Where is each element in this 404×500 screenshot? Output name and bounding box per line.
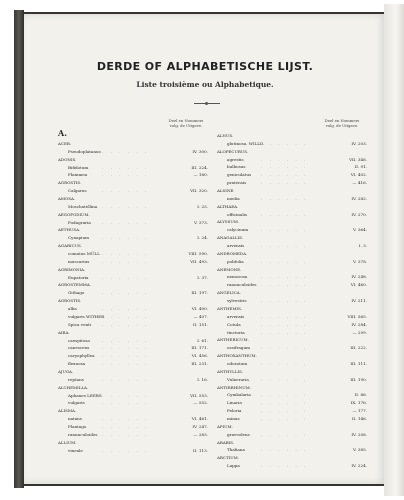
index-genus-row	[58, 368, 208, 375]
species-name: Thaliana	[227, 447, 245, 453]
index-species-row	[217, 391, 367, 398]
index-species-row	[58, 274, 208, 281]
species-name: odoratum	[227, 360, 248, 366]
index-genus-row	[58, 179, 208, 186]
index-species-row	[217, 321, 367, 328]
species-name: Peloria	[227, 408, 242, 414]
dot-leader: . . . . . .	[261, 345, 309, 351]
index-species-row	[217, 179, 367, 186]
dot-leader: . . . . . .	[261, 227, 309, 233]
dot-leader: . . . . . .	[261, 156, 309, 162]
index-genus-row	[58, 156, 208, 163]
volume-number-ref: III. 111.	[350, 360, 367, 366]
dot-leader: . . . . . .	[261, 274, 309, 280]
dot-leader: . . . . . .	[102, 235, 150, 241]
volume-number-ref: III. 197.	[191, 290, 208, 296]
index-species-row	[217, 163, 367, 170]
index-species-row	[58, 305, 208, 312]
species-name: Eupatoria	[68, 274, 89, 280]
volume-number-ref: IV. 203.	[351, 140, 367, 146]
dot-leader: . . . . . .	[261, 431, 309, 437]
volume-number-ref: VII. 320.	[190, 188, 208, 194]
index-species-row	[58, 376, 208, 383]
index-genus-row	[217, 203, 367, 210]
index-species-row	[58, 399, 208, 406]
index-species-row	[58, 392, 208, 399]
species-name: arvensis	[227, 243, 245, 249]
species-name: ossifragum	[227, 345, 251, 351]
index-genus-row	[58, 211, 208, 218]
species-name: ranunculoides	[68, 431, 98, 437]
index-species-row	[217, 399, 367, 406]
dot-leader: . . . . . .	[261, 140, 309, 146]
dot-leader: . . . . . .	[261, 164, 309, 170]
species-name: Cymbalaria	[227, 392, 251, 398]
index-genus-row	[217, 148, 367, 155]
dot-leader: . . . . . .	[102, 337, 150, 343]
dot-leader: . . . . . .	[102, 203, 150, 209]
genus-name: AIRA.	[58, 329, 70, 335]
genus-name: ALNUS.	[217, 133, 234, 138]
index-species-row	[217, 297, 367, 304]
genus-name: ANGELICA.	[217, 290, 241, 296]
volume-number-ref: IV. 282.	[351, 195, 367, 201]
dot-leader: . . . . . .	[261, 415, 309, 421]
genus-name: ALOPECURUS.	[217, 148, 249, 154]
dot-leader: . . . . . .	[261, 400, 309, 406]
dot-leader: . . . . . .	[261, 321, 309, 327]
volume-number-ref: IV. 300.	[192, 148, 208, 154]
species-name: alba	[68, 306, 77, 312]
page-subtitle: Liste troisième ou Alphabetique.	[136, 80, 274, 89]
volume-number-ref: — 407.	[193, 313, 208, 319]
species-name: Calgarus	[68, 188, 87, 194]
genus-name: ALISMA.	[58, 408, 77, 414]
volume-number-ref: III. 224.	[191, 164, 208, 170]
index-species-row	[217, 281, 367, 288]
species-name: Linaria	[227, 400, 242, 406]
index-genus-row	[217, 352, 367, 359]
genus-name: AJUGA.	[58, 368, 74, 374]
dot-leader: . . . . . .	[102, 400, 150, 406]
index-species-row	[217, 407, 367, 414]
page-title: DERDE OF ALPHABETISCHE LIJST.	[96, 60, 314, 73]
volume-number-ref: IV. 270.	[351, 211, 367, 217]
species-name: caryophyllea	[68, 353, 95, 359]
volume-number-ref: II. 91.	[354, 164, 367, 170]
index-genus-row	[58, 195, 208, 202]
genus-name: ANTHOXANTHUM.	[217, 353, 257, 359]
genus-name: ARABIS.	[217, 439, 235, 445]
index-species-row	[217, 329, 367, 336]
volume-number-ref: I. 3.	[358, 243, 367, 249]
volume-number-ref: VI. 456.	[191, 353, 208, 359]
dot-leader: . . . . . .	[102, 258, 150, 264]
species-name: Moschatellina	[68, 203, 98, 209]
genus-name: AGARICUS.	[58, 243, 82, 249]
index-species-row	[217, 431, 367, 438]
species-name: arvensis	[227, 313, 245, 319]
species-name: Bifidotum	[68, 164, 89, 170]
volume-number-ref: V. 378.	[353, 258, 367, 264]
species-name: minus	[227, 415, 240, 421]
index-species-row	[217, 344, 367, 351]
dot-leader: . . . . . .	[261, 298, 309, 304]
volume-number-ref: V. 385.	[353, 447, 367, 453]
genus-name: ACER.	[58, 141, 72, 146]
index-species-row	[217, 462, 367, 469]
volume-number-ref: VII. 553.	[190, 392, 208, 398]
index-genus-row	[217, 132, 367, 139]
volume-number-ref: IV. 224.	[351, 463, 367, 469]
index-species-row	[217, 156, 367, 163]
dot-leader: . . . . . .	[102, 251, 150, 257]
dot-leader: . . . . . .	[102, 353, 150, 359]
index-species-row	[58, 415, 208, 422]
index-genus-row	[58, 297, 208, 304]
index-genus-row	[217, 289, 367, 296]
index-genus-row	[58, 266, 208, 273]
volume-number-ref: I. 61.	[197, 337, 208, 343]
genus-name: AGROSTIS.	[58, 298, 82, 304]
section-letter: A.	[58, 128, 67, 138]
index-species-row	[58, 258, 208, 265]
index-species-row	[58, 344, 208, 351]
index-species-row	[217, 360, 367, 367]
dot-leader: . . . . . .	[102, 447, 150, 453]
volume-number-ref: V. 373.	[194, 219, 208, 225]
species-name: Plantago	[68, 423, 87, 429]
species-name: natans	[68, 416, 82, 422]
dot-leader: . . . . . .	[261, 463, 309, 469]
index-species-row	[217, 171, 367, 178]
dot-leader: . . . . . .	[102, 376, 150, 382]
dot-leader: . . . . . .	[261, 408, 309, 414]
dot-leader: . . . . . .	[102, 172, 150, 178]
volume-number-ref: V. 364.	[353, 227, 367, 233]
volume-number-ref: I. 16.	[197, 376, 208, 382]
volume-number-ref: I. 37.	[197, 274, 208, 280]
species-name: calycinum	[227, 227, 249, 233]
volume-number-ref: IV. 211.	[351, 298, 367, 304]
genus-name: ALCHEMILLA.	[58, 384, 89, 390]
genus-name: AGROSTIS.	[58, 180, 82, 186]
index-genus-row	[217, 423, 367, 430]
index-species-row	[217, 313, 367, 320]
volume-number-ref: VII. 346.	[349, 156, 367, 162]
volume-number-ref: — 416.	[352, 180, 367, 186]
volume-number-ref: II. 86.	[354, 392, 367, 398]
volume-number-ref: III. 222.	[350, 345, 367, 351]
volume-number-ref: VI. 460.	[350, 282, 367, 288]
dot-leader: . . . . . .	[261, 211, 309, 217]
index-genus-row	[217, 439, 367, 446]
genus-name: AGRIMONIA.	[58, 266, 86, 272]
species-name: pratensis	[227, 180, 247, 186]
index-species-row	[217, 415, 367, 422]
genus-name: ANTHEMIS.	[217, 305, 243, 311]
index-species-row	[58, 234, 208, 241]
volume-number-ref: IV. 208.	[351, 431, 367, 437]
species-name: polifolia	[227, 258, 244, 264]
volume-number-ref: IV. 247.	[192, 423, 208, 429]
book-spine	[14, 10, 24, 488]
genus-name: ADONIS.	[58, 156, 77, 162]
dot-leader: . . . . . .	[102, 290, 150, 296]
species-name: Flammea	[68, 172, 88, 178]
volume-number-ref: — 299.	[352, 329, 367, 335]
index-species-row	[217, 258, 367, 265]
volume-number-ref: I. 24.	[197, 235, 208, 241]
volume-number-ref: II. 146.	[352, 415, 367, 421]
species-name: Podagraria	[68, 219, 91, 225]
index-genus-row	[217, 368, 367, 375]
volume-number-ref: II. 113.	[193, 447, 208, 453]
genus-name: ANDROMEDA.	[217, 250, 248, 256]
dot-leader: . . . . . .	[102, 164, 150, 170]
index-species-row	[217, 242, 367, 249]
index-species-row	[58, 360, 208, 367]
index-species-row	[217, 195, 367, 202]
species-name: Cynapium	[68, 235, 89, 241]
genus-name: AMOSA.	[58, 196, 76, 202]
volume-number-ref: — 283.	[193, 431, 208, 437]
right-column-header: Deel en Nommers volg. de Uitgave.	[324, 118, 360, 128]
index-genus-row	[58, 226, 208, 233]
index-species-row	[217, 446, 367, 453]
dot-leader: . . . . . .	[102, 423, 150, 429]
dot-leader: . . . . . .	[102, 345, 150, 351]
species-name: agrestis	[227, 156, 244, 162]
index-species-row	[217, 211, 367, 218]
index-species-row	[217, 140, 367, 147]
species-name: Githago	[68, 290, 85, 296]
index-species-row	[58, 148, 208, 155]
dot-leader: . . . . . .	[261, 447, 309, 453]
species-name: ranunculoides	[227, 282, 257, 288]
index-genus-row	[58, 329, 208, 336]
index-genus-row	[58, 242, 208, 249]
volume-number-ref: — 177.	[352, 408, 367, 414]
index-species-row	[58, 313, 208, 320]
index-genus-row	[217, 384, 367, 391]
index-genus-row	[217, 250, 367, 257]
index-genus-row	[217, 305, 367, 312]
volume-number-ref: I. 25.	[197, 203, 208, 209]
species-name: sylvestris	[227, 298, 247, 304]
species-name: tinctoria	[227, 329, 245, 335]
dot-leader: . . . . . .	[102, 274, 150, 280]
dot-leader: . . . . . .	[261, 195, 309, 201]
index-species-row	[58, 321, 208, 328]
genus-name: AETHUSA.	[58, 227, 81, 233]
genus-name: ALSINE.	[217, 188, 235, 194]
species-name: vulgaris WITHER	[68, 313, 105, 319]
index-species-row	[58, 219, 208, 226]
index-species-row	[58, 289, 208, 296]
dot-leader: . . . . . .	[102, 416, 150, 422]
volume-number-ref: IV. 284.	[351, 321, 367, 327]
dot-leader: . . . . . .	[102, 313, 150, 319]
index-species-row	[58, 431, 208, 438]
index-species-row	[58, 337, 208, 344]
species-name: Pseudoplatanus	[68, 148, 101, 154]
dot-leader: . . . . . .	[102, 431, 150, 437]
index-genus-row	[217, 266, 367, 273]
index-genus-row	[58, 281, 208, 288]
volume-number-ref: III. 190.	[350, 376, 367, 382]
volume-number-ref: II. 151.	[193, 321, 208, 327]
index-genus-row	[58, 140, 208, 147]
genus-name: ANTHERICUM.	[217, 337, 249, 343]
volume-number-ref: VI. 400.	[191, 306, 208, 312]
species-name: caespitosa	[68, 337, 90, 343]
index-species-row	[217, 226, 367, 233]
dot-leader: . . . . . .	[261, 258, 309, 264]
species-name: geniculatus	[227, 172, 252, 178]
dot-leader: . . . . . .	[102, 321, 150, 327]
index-species-row	[58, 352, 208, 359]
index-species-row	[217, 376, 367, 383]
index-species-row	[217, 273, 367, 280]
dot-leader: . . . . . .	[261, 360, 309, 366]
index-genus-row	[58, 439, 208, 446]
index-genus-row	[217, 218, 367, 225]
species-name: muscarius	[68, 258, 90, 264]
dot-leader: . . . . . .	[261, 376, 309, 382]
dot-leader: . . . . . .	[102, 188, 150, 194]
dot-leader: . . . . . .	[261, 180, 309, 186]
index-genus-row	[217, 336, 367, 343]
dot-leader: . . . . . .	[261, 313, 309, 319]
facing-page-edge	[384, 4, 404, 496]
species-name: reptans	[68, 376, 84, 382]
left-column-header: Deel en Nommers volg. de Uitgave.	[168, 118, 204, 128]
genus-name: ANAGALLIS.	[217, 235, 244, 241]
dot-leader: . . . . . .	[261, 392, 309, 398]
index-species-row	[58, 164, 208, 171]
index-species-row	[58, 171, 208, 178]
species-name: vineale	[68, 447, 83, 453]
genus-name: ALYSSUM.	[217, 219, 240, 225]
species-name: Spica venti	[68, 321, 92, 327]
index-genus-row	[58, 407, 208, 414]
species-name: nemorosa	[227, 274, 248, 280]
volume-number-ref: VII. 493.	[190, 258, 208, 264]
species-name: flexuosa	[68, 361, 86, 367]
dot-leader: . . . . . .	[261, 329, 309, 335]
genus-name: ALTHAEA.	[217, 203, 239, 209]
index-species-row	[58, 203, 208, 210]
volume-number-ref: IV. 248.	[351, 274, 367, 280]
species-name: comatus MÜLL	[68, 251, 100, 257]
species-name: glutinosa. WILLD.	[227, 140, 265, 146]
index-species-row	[58, 250, 208, 257]
ornamental-rule	[194, 103, 220, 104]
species-name: Cotula	[227, 321, 241, 327]
genus-name: APIUM.	[217, 423, 233, 429]
index-genus-row	[217, 234, 367, 241]
dot-leader: . . . . . .	[261, 282, 309, 288]
volume-number-ref: — 180.	[193, 172, 208, 178]
genus-name: ARCTIUM.	[217, 455, 239, 461]
volume-number-ref: III. 171.	[191, 345, 208, 351]
species-name: Lappa	[227, 463, 240, 469]
index-genus-row	[217, 454, 367, 461]
volume-number-ref: VI. 461.	[191, 416, 208, 422]
dot-leader: . . . . . .	[102, 361, 150, 367]
genus-name: ANEMONE.	[217, 266, 242, 272]
genus-name: AGROSTEMMA.	[58, 282, 92, 288]
genus-name: AEGOPODIUM.	[58, 211, 90, 217]
volume-number-ref: VIII. 590.	[188, 251, 208, 257]
volume-number-ref: VIII. 565.	[347, 313, 367, 319]
dot-leader: . . . . . .	[102, 148, 150, 154]
dot-leader: . . . . . .	[102, 306, 150, 312]
species-name: vulgaris	[68, 400, 85, 406]
index-genus-row	[217, 187, 367, 194]
dot-leader: . . . . . .	[261, 172, 309, 178]
species-name: graveolens	[227, 431, 250, 437]
index-species-row	[58, 447, 208, 454]
species-name: media	[227, 195, 240, 201]
volume-number-ref: — 552.	[193, 400, 208, 406]
species-name: Aphanes LEERS	[68, 392, 102, 398]
species-name: officinalis	[227, 211, 248, 217]
dot-leader: . . . . . .	[102, 219, 150, 225]
volume-number-ref: III. 231.	[191, 361, 208, 367]
dot-leader: . . . . . .	[261, 243, 309, 249]
volume-number-ref: IX. 176.	[350, 400, 367, 406]
species-name: Vulneraria	[227, 376, 249, 382]
species-name: canescens	[68, 345, 90, 351]
species-name: bulbosus	[227, 164, 246, 170]
index-species-row	[58, 187, 208, 194]
index-species-row	[58, 423, 208, 430]
genus-name: ANTHYLLIS.	[217, 368, 243, 374]
genus-name: ANTIRRHINUM.	[217, 384, 251, 390]
volume-number-ref: VI. 402.	[350, 172, 367, 178]
dot-leader: . . . . . .	[102, 392, 150, 398]
genus-name: ALLIUM.	[58, 439, 77, 445]
index-genus-row	[58, 384, 208, 391]
